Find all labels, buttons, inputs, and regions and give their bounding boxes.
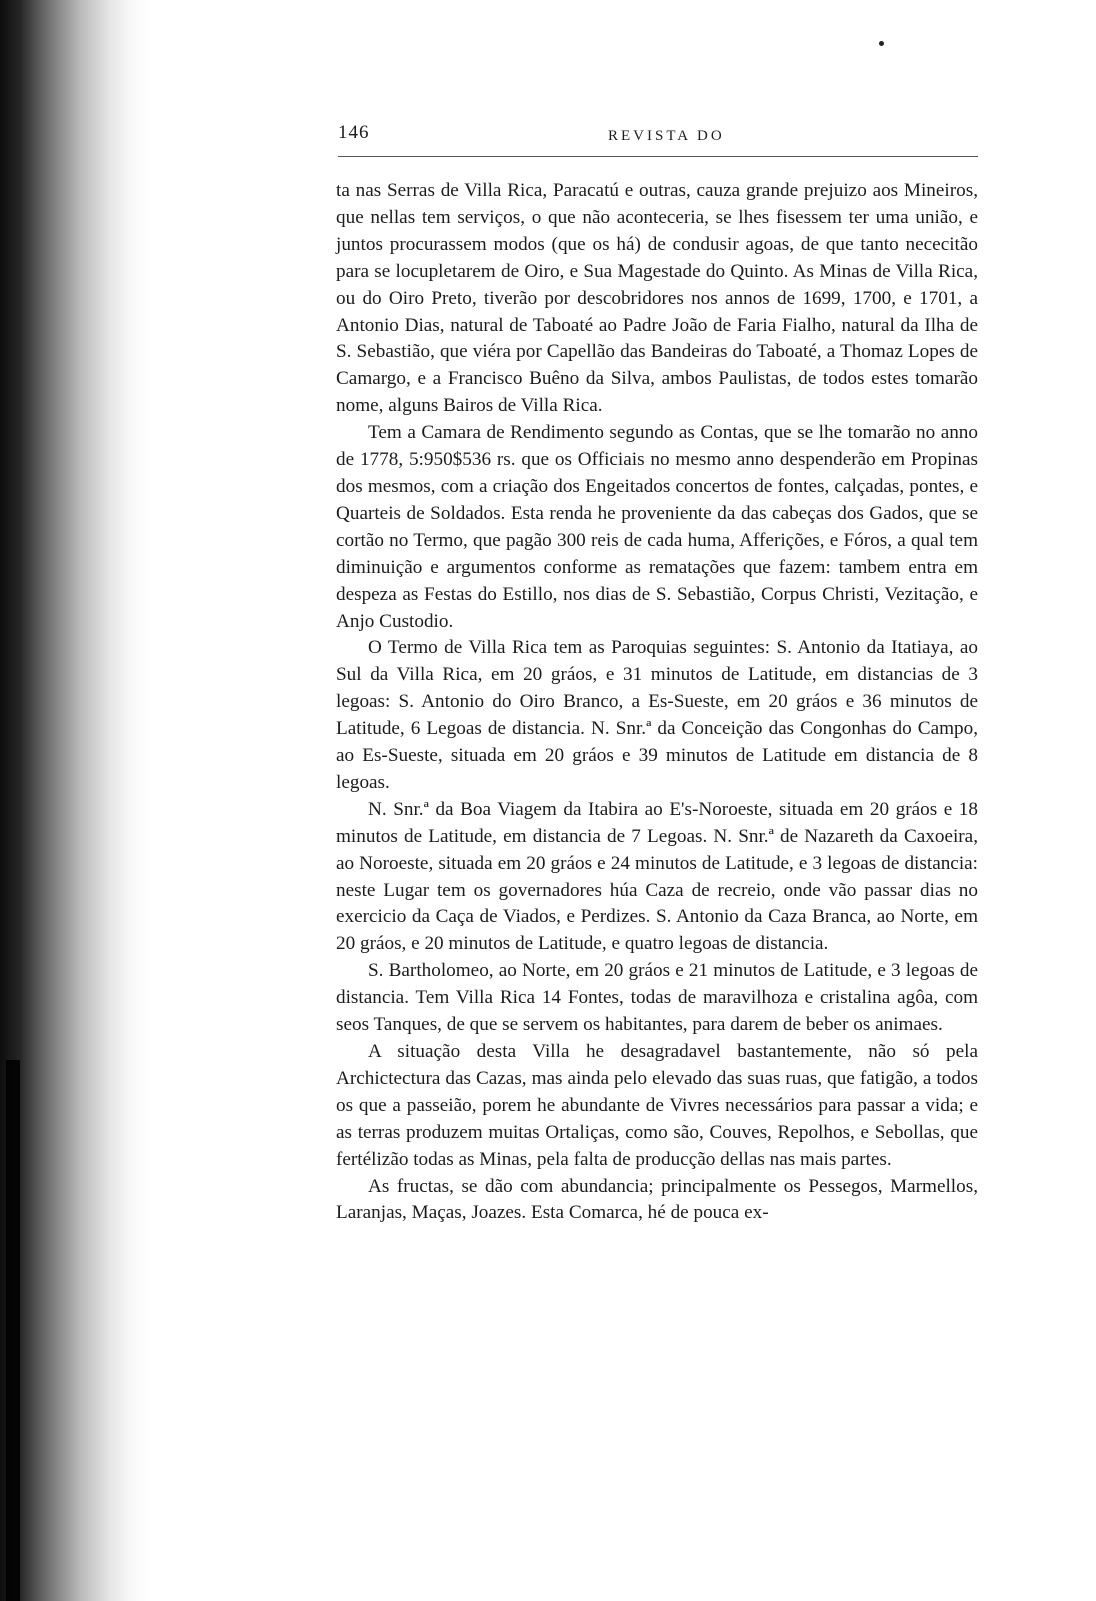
paragraph: O Termo de Villa Rica tem as Paroquias seguintes: S. Antonio da Itatiaya, ao Sul da Villa Rica, em 20 gráos, e 31 minutos de Latitude, em distancias de 3 legoas: S. Antonio do Oiro Branco, a Es-Sueste, em 20 gráos e 36 minutos de Latitude, 6 Legoas de distancia. N. Snr.ª da Conceição das Congonhas do Campo, ao Es-Sueste, situada em 20 gráos e 39 minutos de Latitude em distancia de 8 legoas. — [336, 637, 978, 793]
paragraph: S. Bartholomeo, ao Norte, em 20 gráos e 21 minutos de Latitude, e 3 legoas de distancia. Tem Villa Rica 14 Fontes, todas de maravilhoza e cristalina agôa, com seos Tanques, de que se servem os habitantes, para darem de beber os animaes. — [336, 960, 978, 1036]
paragraph: N. Snr.ª da Boa Viagem da Itabira ao E's-Noroeste, situada em 20 gráos e 18 minutos de Latitude, em distancia de 7 Legoas. N. Snr.ª de Nazareth da Caxoeira, ao Noroeste, situada em 20 gráos e 24 minutos de Latitude, e 3 legoas de distancia: neste Lugar tem os governadores húa Caza de recreio, onde vão passar dias no exercicio da Caça de Viados, e Perdizes. S. Antonio da Caza Branca, ao Norte, em 20 gráos, e 20 minutos de Latitude, e quatro legoas de distancia. — [336, 798, 978, 955]
running-title: REVISTA DO — [608, 128, 725, 144]
page-number: 146 — [338, 122, 370, 143]
ink-speck — [879, 41, 884, 46]
body-text — [336, 178, 978, 1227]
scan-binding-edge — [0, 0, 150, 1601]
paragraph: As fructas, se dão com abundancia; principalmente os Pessegos, Marmellos, Laranjas, Maças, Joazes. Esta Comarca, hé de pouca ex- — [336, 1175, 978, 1224]
header-rule — [338, 156, 978, 157]
scan-dark-streak — [6, 1060, 20, 1601]
paragraph: Tem a Camara de Rendimento segundo as Contas, que se lhe tomarão no anno de 1778, 5:950$536 rs. que os Officiais no mesmo anno despenderão em Propinas dos mesmos, com a criação dos Engeitados concertos de fontes, calçadas, pontes, e Quarteis de Soldados. Esta renda he proveniente da das cabeças dos Gados, que se cortão no Termo, que pagão 300 reis de cada huma, Afferições, e Fóros, a qual tem diminuição e argumentos conforme as rematações que fazem: tambem entra em despeza as Festas do Estillo, nos dias de S. Sebastião, Corpus Christi, Vezitação, e Anjo Custodio. — [336, 422, 978, 632]
page-header — [338, 120, 978, 160]
paragraph: ta nas Serras de Villa Rica, Paracatú e outras, cauza grande prejuizo aos Mineiros, que nellas tem serviços, o que não aconteceria, se lhes fisessem ter uma união, e juntos procurassem modos (que os há) de condusir agoas, de que tanto nececitão para se locupletarem de Oiro, e Sua Magestade do Quinto. As Minas de Villa Rica, ou do Oiro Preto, tiverão por descobridores nos annos de 1699, 1700, e 1701, a Antonio Dias, natural de Taboaté ao Padre João de Faria Fialho, natural da Ilha de S. Sebastião, que viéra por Capellão das Bandeiras do Taboaté, a Thomaz Lopes de Camargo, e a Francisco Buêno da Silva, ambos Paulistas, de todos estes tomarão nome, alguns Bairos de Villa Rica. — [336, 180, 978, 417]
paragraph: A situação desta Villa he desagradavel bastantemente, não só pela Archictectura das Cazas, mas ainda pelo elevado das suas ruas, que fatigão, a todos os que a passeião, porem he abundante de Vivres necessários para passar a vida; e as terras produzem muitas Ortaliças, como são, Couves, Repolhos, e Sebollas, que fertélizão todas as Minas, pela falta de producção dellas nas mais partes. — [336, 1041, 978, 1170]
